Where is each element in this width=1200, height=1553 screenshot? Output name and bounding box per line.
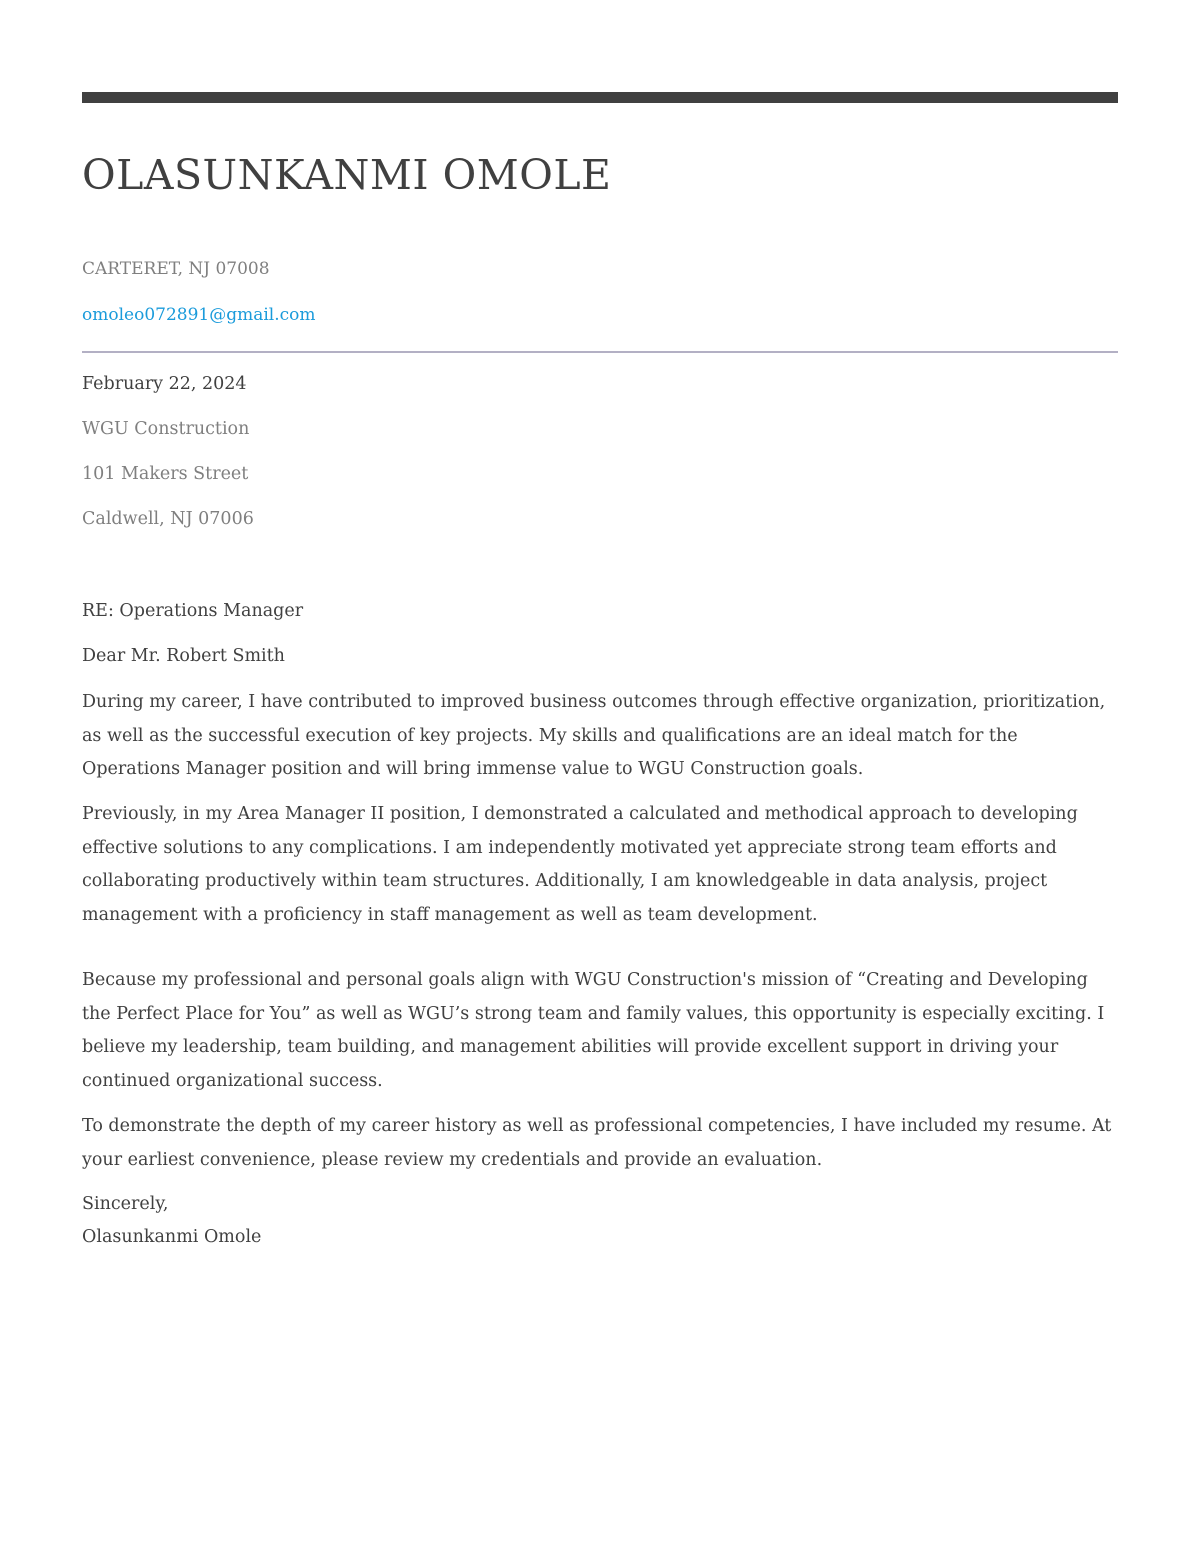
body-paragraph-2: Previously, in my Area Manager II position, I demonstrated a calculated and methodical approach to developing effective solutions to any complications. I am independently motivated yet appreciate strong team efforts and collaborating productively within team structures. Additionally, I am knowledgeable in data analysis, project management with a proficiency in staff management as well as team development. (82, 804, 1078, 925)
recipient-company: WGU Construction (82, 419, 250, 439)
body-paragraph-3: Because my professional and personal goals align with WGU Construction's mission of “Creating and Developing the Perfect Place for You” as well as WGU’s strong team and family values, this opportunity is especially exciting. I believe my leadership, team building, and management abilities will provide excellent support in driving your continued organizational success. (82, 970, 1105, 1091)
body-paragraph-4: To demonstrate the depth of my career history as well as professional competencies, I have included my resume. At your earliest convenience, please review my credentials and provide an evaluation. (82, 1116, 1112, 1170)
recipient-street: 101 Makers Street (82, 464, 249, 484)
body-paragraph-1: During my career, I have contributed to improved business outcomes through effective organization, prioritization, as well as the successful execution of key projects. My skills and qualifications are an ideal match for the Operations Manager position and will bring immense value to WGU Construction goals. (82, 692, 1106, 779)
applicant-city: CARTERET, NJ 07008 (82, 259, 270, 279)
signature-name: Olasunkanmi Omole (82, 1227, 262, 1247)
applicant-name: OLASUNKANMI OMOLE (82, 151, 612, 199)
recipient-city: Caldwell, NJ 07006 (82, 509, 254, 529)
letter-date: February 22, 2024 (82, 374, 247, 394)
re-line: RE: Operations Manager (82, 601, 304, 621)
salutation: Dear Mr. Robert Smith (82, 646, 285, 666)
header-bar (82, 92, 1118, 103)
applicant-email-link[interactable]: omoleo072891@gmail.com (82, 305, 316, 325)
header-divider (82, 351, 1118, 353)
closing: Sincerely, (82, 1194, 169, 1214)
